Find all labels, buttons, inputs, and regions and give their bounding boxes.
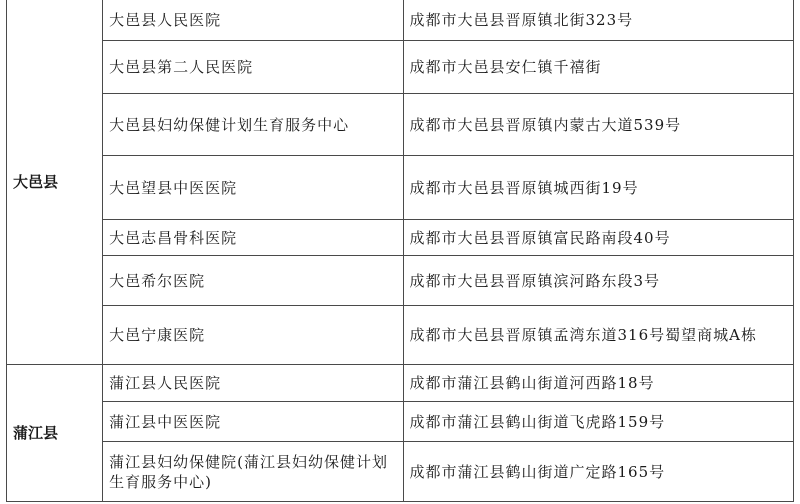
hospital-name: 大邑志昌骨科医院 xyxy=(103,220,403,256)
hospital-name: 大邑县妇幼保健计划生育服务中心 xyxy=(103,94,403,156)
table-row xyxy=(7,94,794,156)
hospital-address: 成都市蒲江县鹤山街道广定路165号 xyxy=(403,442,793,502)
hospital-table xyxy=(6,0,794,502)
hospital-name: 蒲江县妇幼保健院(蒲江县妇幼保健计划生育服务中心) xyxy=(103,442,403,502)
table-row xyxy=(7,220,794,256)
county-cell: 大邑县 xyxy=(7,0,103,365)
hospital-address: 成都市大邑县晋原镇城西街19号 xyxy=(403,156,793,220)
hospital-address: 成都市大邑县安仁镇千禧街 xyxy=(403,41,793,94)
hospital-address: 成都市蒲江县鹤山街道河西路18号 xyxy=(403,365,793,402)
table-row xyxy=(7,41,794,94)
hospital-name: 大邑宁康医院 xyxy=(103,306,403,365)
hospital-address: 成都市大邑县晋原镇富民路南段40号 xyxy=(403,220,793,256)
hospital-address: 成都市大邑县晋原镇滨河路东段3号 xyxy=(403,256,793,306)
table-row xyxy=(7,306,794,365)
hospital-name: 大邑县第二人民医院 xyxy=(103,41,403,94)
table-row xyxy=(7,156,794,220)
hospital-name: 蒲江县人民医院 xyxy=(103,365,403,402)
table-row xyxy=(7,402,794,442)
hospital-address: 成都市蒲江县鹤山街道飞虎路159号 xyxy=(403,402,793,442)
table-row xyxy=(7,365,794,402)
table-row xyxy=(7,256,794,306)
hospital-address: 成都市大邑县晋原镇内蒙古大道539号 xyxy=(403,94,793,156)
hospital-name: 蒲江县中医医院 xyxy=(103,402,403,442)
county-cell: 蒲江县 xyxy=(7,365,103,502)
hospital-name: 大邑县人民医院 xyxy=(103,0,403,41)
table-row xyxy=(7,442,794,502)
table-row xyxy=(7,0,794,41)
hospital-address: 成都市大邑县晋原镇北街323号 xyxy=(403,0,793,41)
hospital-name: 大邑希尔医院 xyxy=(103,256,403,306)
hospital-name: 大邑望县中医医院 xyxy=(103,156,403,220)
hospital-address: 成都市大邑县晋原镇孟湾东道316号蜀望商城A栋 xyxy=(403,306,793,365)
